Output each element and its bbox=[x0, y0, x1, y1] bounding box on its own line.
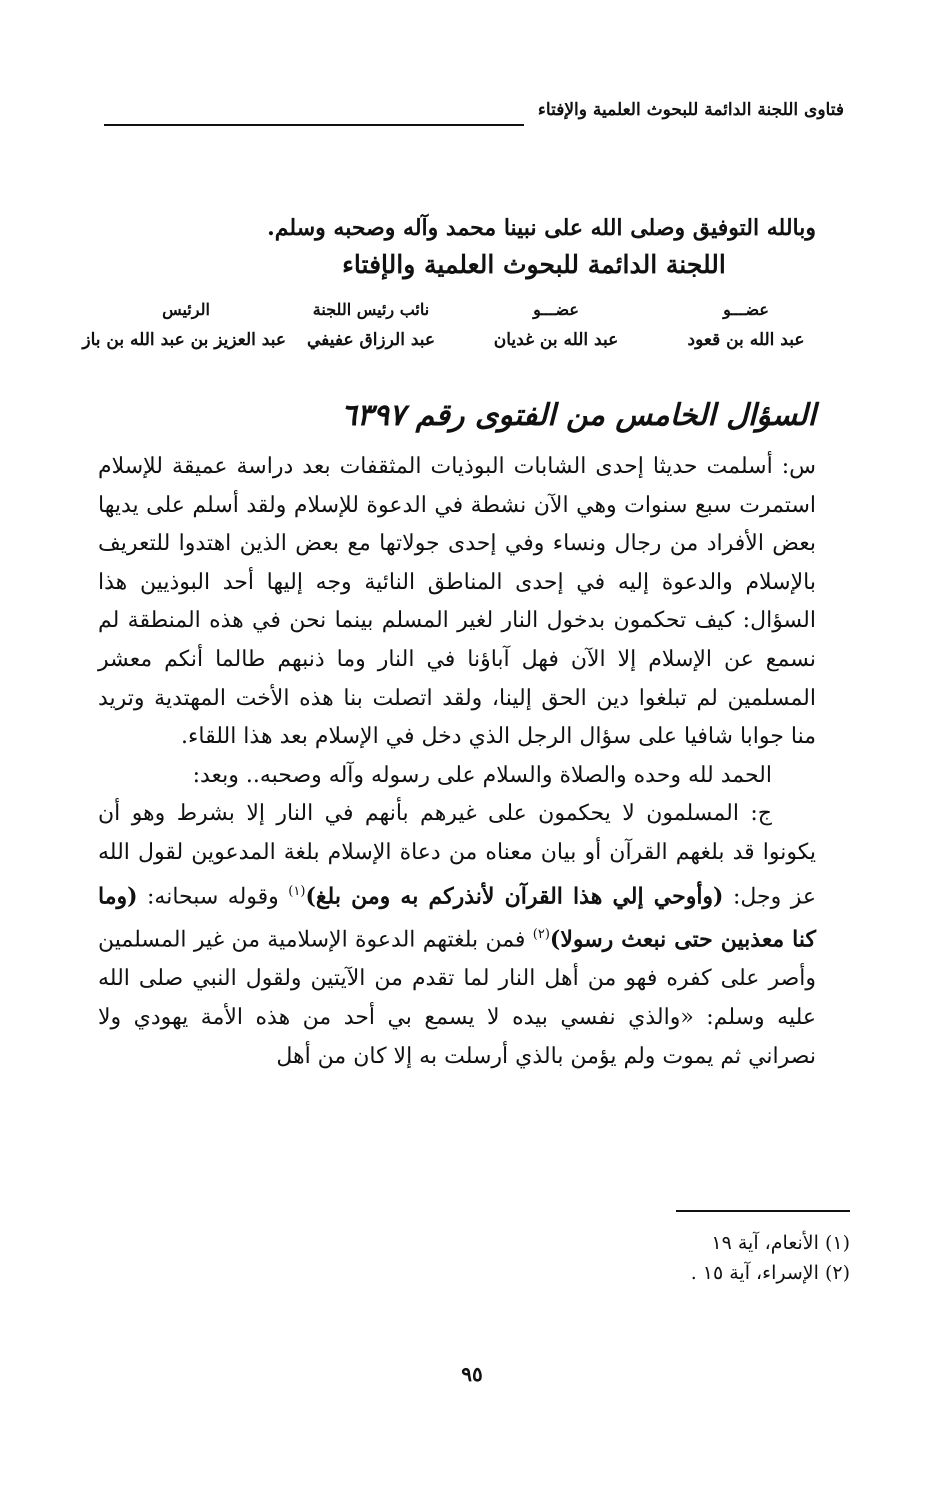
signature-chair bbox=[82, 300, 286, 350]
quran-verse-2: (وما كنا معذبين حتى نبعث رسولا) bbox=[98, 882, 816, 953]
signature-role: عضـــو bbox=[723, 300, 769, 319]
signature-name: عبد العزيز بن عبد الله بن باز bbox=[82, 330, 286, 350]
answer-text-1: ج: المسلمون لا يحكمون على غيرهم بأنهم في النار إلا بشرط وهو أن يكونوا قد بلغهم القرآن أو بيان معناه من دعاة الإسلام بلغة المدعوين لقول الله عز وجل: bbox=[98, 801, 816, 909]
signature-block bbox=[82, 300, 806, 362]
header-rule bbox=[104, 124, 524, 126]
footnote-rule bbox=[676, 1210, 850, 1212]
hamd-paragraph: الحمد لله وحده والصلاة والسلام على رسوله وآله وصحبه.. وبعد: bbox=[192, 762, 772, 788]
header-title: فتاوى اللجنة الدائمة للبحوث العلمية والإفتاء bbox=[537, 100, 844, 120]
signature-member-1 bbox=[686, 300, 806, 350]
signature-member-2 bbox=[486, 300, 626, 350]
footnotes bbox=[550, 1228, 850, 1288]
signature-name: عبد الله بن قعود bbox=[687, 330, 805, 350]
committee-name: اللجنة الدائمة للبحوث العلمية والإفتاء bbox=[342, 250, 726, 279]
footnote-ref-1: (١) bbox=[288, 883, 306, 899]
signature-name: عبد الله بن غديان bbox=[493, 330, 619, 350]
page-number: ٩٥ bbox=[461, 1362, 483, 1386]
quran-verse-1: (وأوحي إلي هذا القرآن لأنذركم به ومن بلغ) bbox=[305, 882, 724, 909]
signature-name: عبد الرزاق عفيفي bbox=[306, 330, 436, 350]
signature-role: نائب رئيس اللجنة bbox=[312, 300, 430, 319]
footnote-1: (١) الأنعام، آية ١٩ bbox=[711, 1232, 850, 1254]
footnote-ref-2: (٢) bbox=[532, 927, 550, 943]
answer-paragraph bbox=[98, 795, 816, 1076]
footnote-2: (٢) الإسراء، آية ١٥ . bbox=[690, 1262, 850, 1284]
signature-role: الرئيس bbox=[162, 300, 210, 319]
closing-line: وبالله التوفيق وصلى الله على نبينا محمد وآله وصحبه وسلم. bbox=[267, 215, 816, 241]
running-header bbox=[104, 88, 844, 128]
answer-text-3: فمن بلغتهم الدعوة الإسلامية من غير المسلمين وأصر على كفره فهو من أهل النار لما تقدم من الآيتين ولقول النبي صلى الله عليه وسلم: «والذي نفسي بيده لا يسمع بي أحد من هذه الأمة يهودي ولا نصراني ثم يموت ولم يؤمن بالذي أرسلت به إلا كان من أهل bbox=[98, 927, 816, 1069]
answer-text-2: وقوله سبحانه: bbox=[147, 883, 279, 909]
question-title: السؤال الخامس من الفتوى رقم ٦٣٩٧ bbox=[340, 398, 816, 433]
signature-vice-chair bbox=[296, 300, 446, 350]
question-paragraph: س: أسلمت حديثا إحدى الشابات البوذيات المثقفات بعد دراسة عميقة للإسلام استمرت سبع سنوات وهي الآن نشطة في الدعوة للإسلام ولقد أسلم على يديها بعض الأفراد من رجال ونساء وفي إحدى جولاتها مع بعض الذين اهتدوا للتعريف بالإسلام والدعوة إليه في إحدى المناطق النائية وجه إليها أحد البوذيين هذا السؤال: كيف تحكمون بدخول النار لغير المسلم بينما نحن في هذه المنطقة لم نسمع عن الإسلام إلا الآن فهل آباؤنا في النار وما ذنبهم طالما أنكم معشر المسلمين لم تبلغوا دين الحق إلينا، ولقد اتصلت بنا هذه الأخت المهتدية وتريد منا جوابا شافيا على سؤال الرجل الذي دخل في الإسلام بعد هذا اللقاء. bbox=[98, 454, 816, 750]
body-text bbox=[98, 448, 816, 1076]
signature-role: عضـــو bbox=[533, 300, 579, 319]
